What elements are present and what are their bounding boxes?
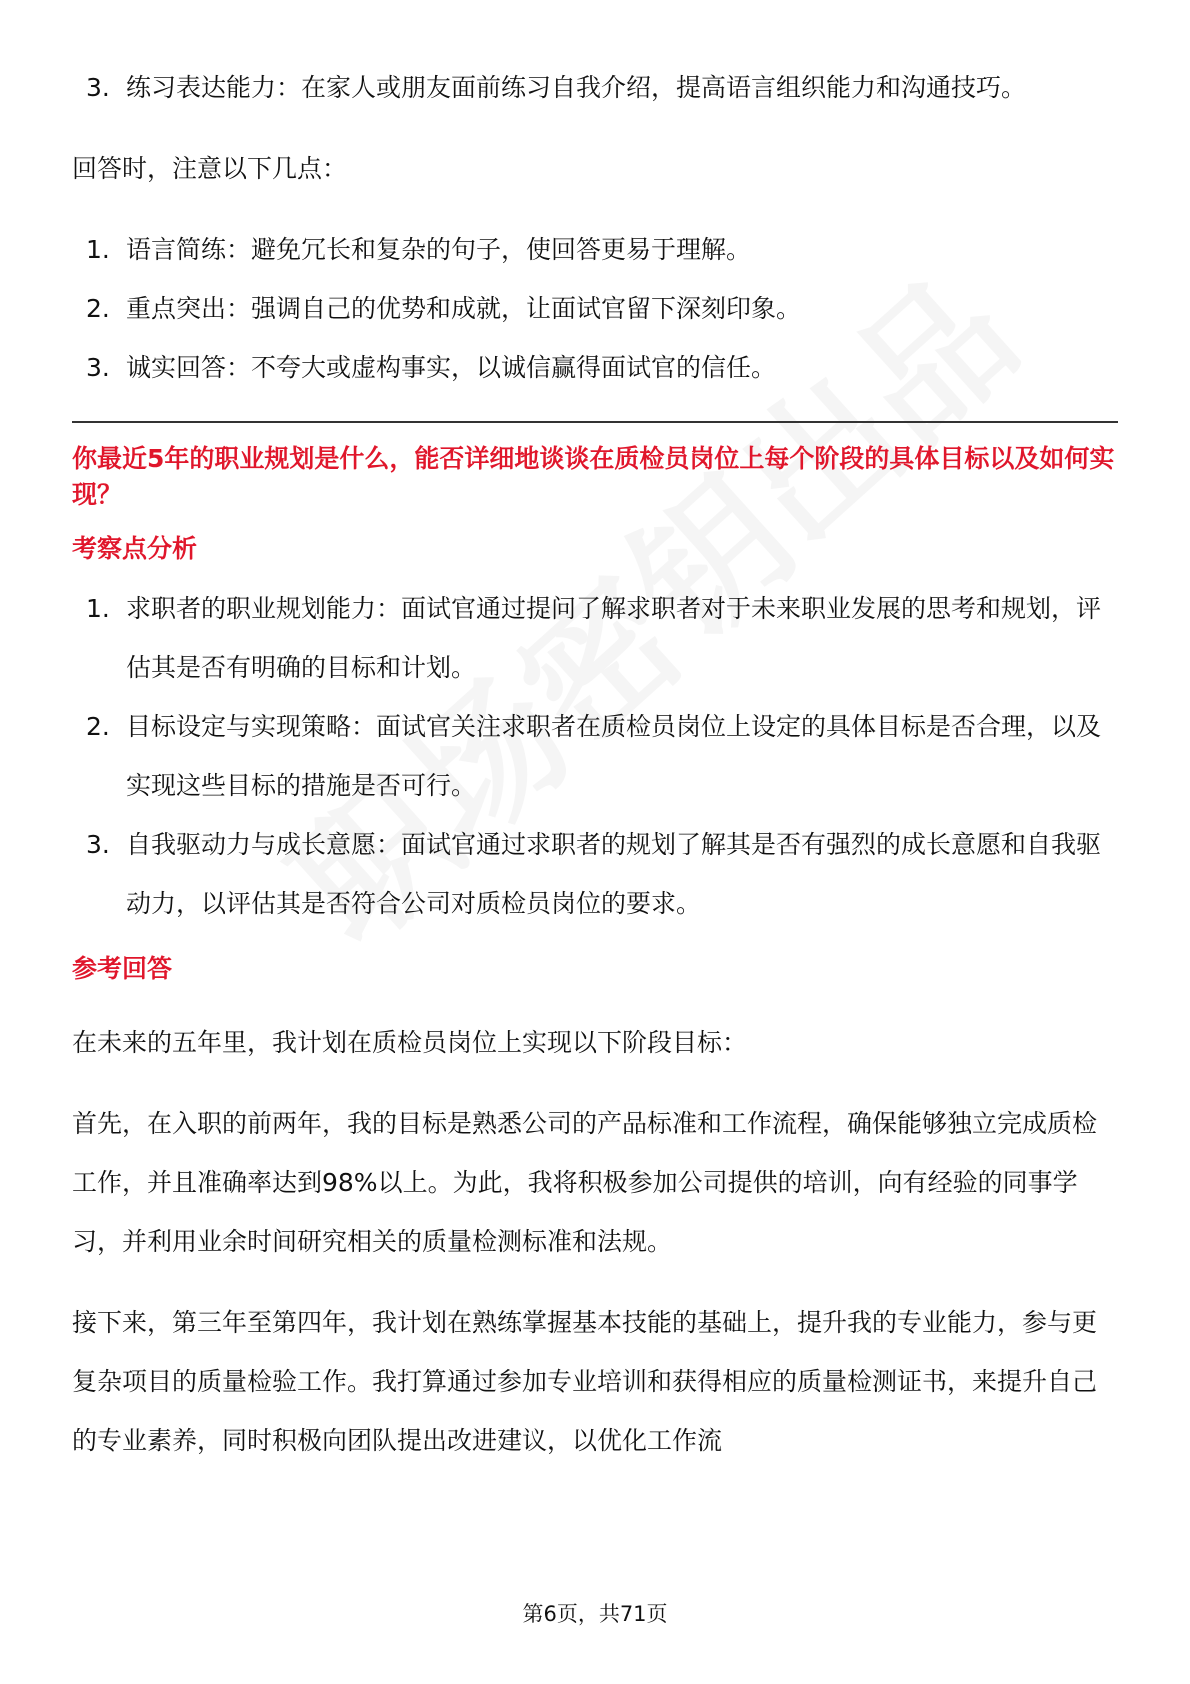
list-number: 3.	[86, 830, 110, 859]
list-item	[72, 220, 1118, 279]
list-number: 1.	[86, 594, 110, 623]
section-divider	[72, 421, 1118, 423]
list-number: 2.	[86, 712, 110, 741]
interview-question: 你最近5年的职业规划是什么，能否详细地谈谈在质检员岗位上每个阶段的具体目标以及如何实现？	[72, 444, 1115, 509]
list-text: 自我驱动力与成长意愿：面试官通过求职者的规划了解其是否有强烈的成长意愿和自我驱动力，以评估其是否符合公司对质检员岗位的要求。	[126, 830, 1102, 918]
list-number: 3.	[86, 353, 110, 382]
answer-paragraph: 首先，在入职的前两年，我的目标是熟悉公司的产品标准和工作流程，确保能够独立完成质检工作，并且准确率达到98%以上。为此，我将积极参加公司提供的培训，向有经验的同事学习，并利用业余时间研究相关的质量检测标准和法规。	[72, 1109, 1098, 1256]
page-content	[72, 58, 1118, 1470]
list-text: 求职者的职业规划能力：面试官通过提问了解求职者对于未来职业发展的思考和规划，评估其是否有明确的目标和计划。	[126, 594, 1102, 682]
list-text: 目标设定与实现策略：面试官关注求职者在质检员岗位上设定的具体目标是否合理，以及实现这些目标的措施是否可行。	[126, 712, 1102, 800]
tips-list	[72, 58, 1118, 117]
list-text: 练习表达能力：在家人或朋友面前练习自我介绍，提高语言组织能力和沟通技巧。	[126, 73, 1027, 102]
list-item	[72, 338, 1118, 397]
list-number: 1.	[86, 235, 110, 264]
page-footer: 第6页，共71页	[522, 1602, 668, 1626]
list-item	[72, 279, 1118, 338]
notes-intro: 回答时，注意以下几点：	[72, 154, 348, 183]
list-item	[72, 579, 1118, 697]
list-text: 诚实回答：不夸大或虚构事实，以诚信赢得面试官的信任。	[126, 353, 777, 382]
list-item	[72, 815, 1118, 933]
list-item	[72, 58, 1118, 117]
list-text: 重点突出：强调自己的优势和成就，让面试官留下深刻印象。	[126, 294, 802, 323]
answer-paragraph: 接下来，第三年至第四年，我计划在熟练掌握基本技能的基础上，提升我的专业能力，参与更复杂项目的质量检验工作。我打算通过参加专业培训和获得相应的质量检测证书，来提升自己的专业素养，同时积极向团队提出改进建议，以优化工作流	[72, 1308, 1098, 1455]
answer-paragraph: 在未来的五年里，我计划在质检员岗位上实现以下阶段目标：	[72, 1028, 748, 1057]
list-text: 语言简练：避免冗长和复杂的句子，使回答更易于理解。	[126, 235, 752, 264]
list-item	[72, 697, 1118, 815]
notes-list	[72, 220, 1118, 397]
analysis-list	[72, 579, 1118, 933]
list-number: 3.	[86, 73, 110, 102]
answer-heading: 参考回答	[72, 954, 173, 983]
list-number: 2.	[86, 294, 110, 323]
analysis-heading: 考察点分析	[72, 534, 198, 563]
